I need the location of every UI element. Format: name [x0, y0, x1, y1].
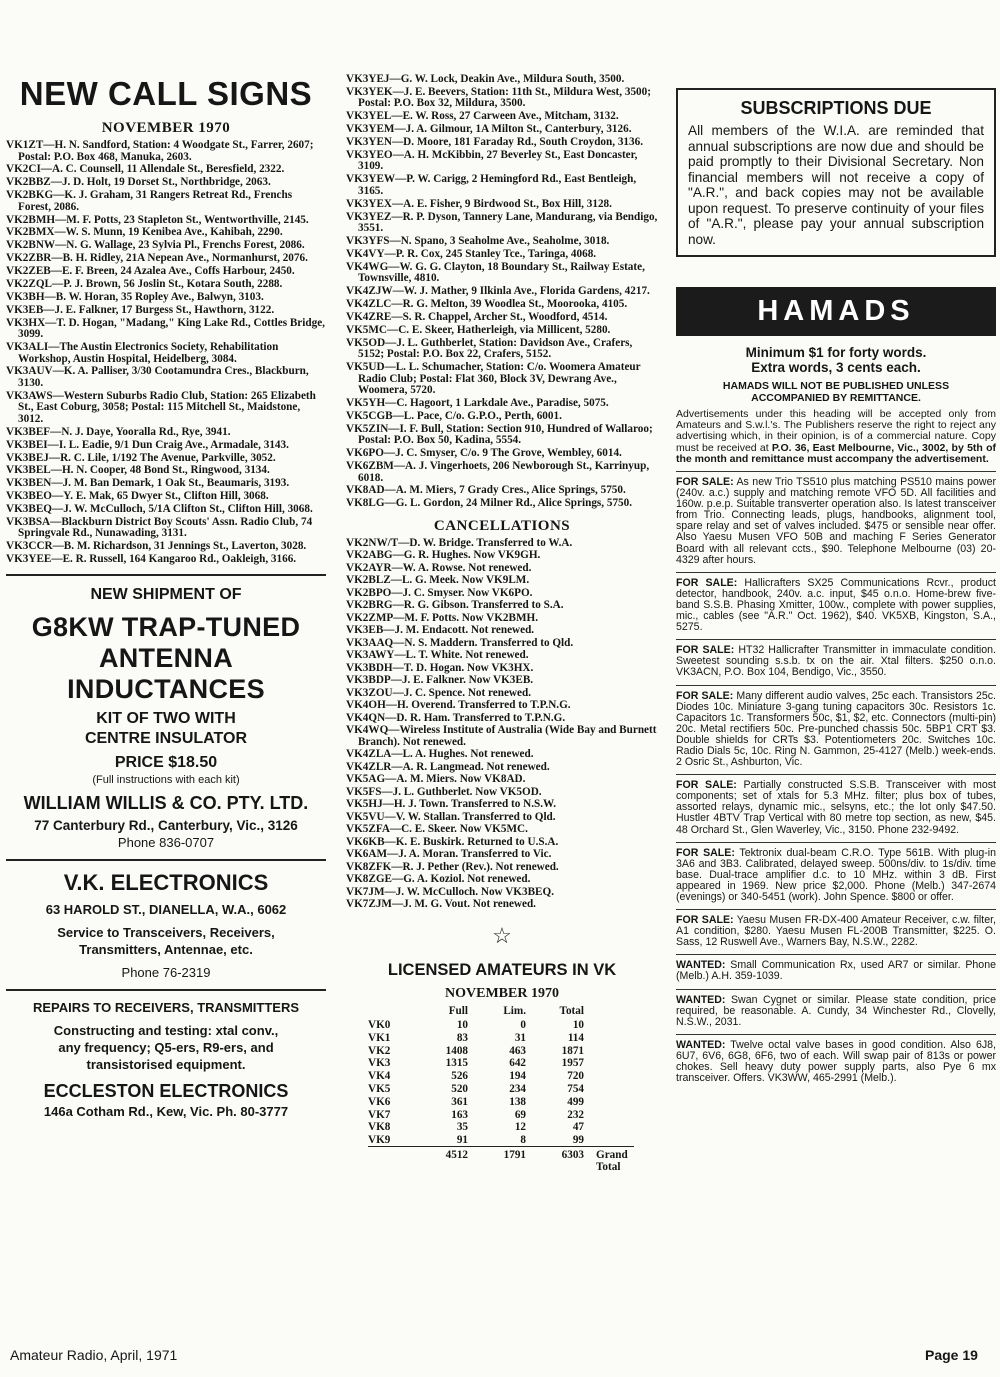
licensed-amateurs-title: LICENSED AMATEURS IN VK	[387, 960, 617, 979]
call-sign-entry: VK3YEX—A. E. Fisher, 9 Birdwood St., Box Hill, 3128.	[346, 197, 612, 210]
ecc-address: 146a Cotham Rd., Kew, Vic. Ph. 80-3777	[43, 1103, 289, 1119]
header-cell	[368, 1004, 416, 1019]
left-column	[6, 70, 326, 1330]
ad-product-line-2: ANTENNA INDUCTANCES	[67, 642, 265, 704]
cancellation-entry: VK8ZFK—R. J. Pether (Rev.). Not renewed.	[346, 860, 559, 873]
divider	[676, 842, 996, 843]
classified-ad-text: Small Communication Rx, used AR7 or similar. Phone (Melb.) A.H. 359-1039.	[676, 959, 996, 983]
call-sign-entry: VK3BEO—Y. E. Mak, 65 Dwyer St., Clifton Hill, 3068.	[6, 490, 269, 503]
classified-ad-type: FOR SALE:	[676, 779, 737, 792]
call-sign-entry: VK5OD—J. L. Guthberlet, Station: Davidson Ave., Crafers, 5152; Postal: P.O. Box 22, Crafers, 5152.	[346, 336, 633, 361]
ad-phone: Phone 836-0707	[117, 834, 215, 850]
cancellation-entry: VK5FS—J. L. Guthberlet. Now VK5OD.	[346, 785, 542, 798]
table-row	[368, 1108, 634, 1121]
call-sign-entry: VK3HX—T. D. Hogan, "Madang," King Lake Rd., Cottles Bridge, 3099.	[6, 316, 325, 341]
hamads-warning-2: ACCOMPANIED BY REMITTANCE.	[751, 392, 921, 404]
call-sign-entry: VK6PO—J. C. Smyser, C/o. 9 The Grove, Wembley, 6014.	[346, 447, 622, 460]
classified-ad-text: Swan Cygnet or similar. Please state condition, price required, be reasonable. A. Cundy, 34 Winchester Rd., Clovelly, N.S.W., 2031.	[676, 993, 996, 1028]
vk-electronics-advert	[6, 869, 326, 981]
divider	[676, 909, 996, 910]
call-sign-entry: VK5YH—C. Hagoort, 1 Larkdale Ave., Paradise, 5075.	[346, 397, 609, 410]
subscriptions-title: SUBSCRIPTIONS DUE	[740, 98, 932, 118]
table-row	[368, 1031, 634, 1044]
call-sign-entry: VK4VY—P. R. Cox, 245 Stanley Tce., Taringa, 4068.	[346, 247, 597, 260]
licensed-amateurs-month: NOVEMBER 1970	[445, 985, 559, 1001]
divider	[676, 639, 996, 640]
classified-ad	[676, 915, 996, 948]
divider	[676, 774, 996, 775]
star-icon: ☆	[492, 922, 512, 948]
cancellation-entry: VK3AWY—L. T. White. Not renewed.	[346, 649, 529, 662]
hamads-rate-1: Minimum $1 for forty words.	[745, 345, 927, 360]
value-cell: 0	[520, 1019, 526, 1032]
cancellation-entry: VK5ZFA—C. E. Skeer. Now VK5MC.	[346, 823, 528, 836]
ad-company: WILLIAM WILLIS & CO. PTY. LTD.	[23, 792, 309, 813]
cancellation-entry: VK4ZLR—A. R. Langmead. Not renewed.	[346, 760, 550, 773]
totals-row	[368, 1147, 634, 1162]
table-row	[368, 1070, 634, 1083]
call-sign-entry: VK8AD—A. M. Miers, 7 Grady Cres., Alice Springs, 5750.	[346, 484, 626, 497]
call-sign-entry: VK3YEO—A. H. McKibbin, 27 Beverley St., East Doncaster, 3109.	[346, 148, 638, 173]
value-cell: 1408	[445, 1044, 468, 1057]
value-cell: 463	[509, 1044, 526, 1057]
total-cell: 4512	[416, 1147, 474, 1162]
ecc-line-4: transistorised equipment.	[86, 1056, 246, 1072]
divider	[676, 1034, 996, 1035]
value-cell: 8	[520, 1133, 526, 1146]
grand-total-label: Grand	[590, 1147, 634, 1162]
cancellation-entry: VK3ZOU—J. C. Spence. Not renewed.	[346, 686, 531, 699]
band-cell: VK2	[368, 1044, 391, 1057]
hamads-conditions-b: P.O. 36, East Melbourne, Vic., 3002, by 5th of the month and remittance must accompany the advertisement.	[676, 441, 996, 465]
ad-product-line-1: G8KW TRAP-TUNED	[31, 611, 301, 642]
ecc-headline: REPAIRS TO RECEIVERS, TRANSMITTERS	[32, 999, 300, 1015]
classified-ad-text: HT32 Hallicrafter Transmitter in immaculate condition. Sweetest sounding s.s.b. tx on the air. Xtal filters. $250 o.n.o. VK3ACN, P.O. Box 104, Bendigo, Vic., 3550.	[676, 644, 996, 679]
g8kw-advert	[6, 584, 326, 851]
call-sign-entry: VK3YEZ—R. P. Dyson, Tannery Lane, Mandurang, via Bendigo, 3551.	[346, 210, 658, 235]
value-cell: 499	[567, 1095, 584, 1108]
call-sign-entry: VK2ZEB—E. F. Breen, 24 Azalea Ave., Coffs Harbour, 2450.	[6, 265, 295, 278]
value-cell: 114	[567, 1031, 584, 1044]
table-header-row	[368, 1004, 634, 1019]
right-column	[676, 80, 996, 1330]
divider	[676, 954, 996, 955]
call-sign-entry: VK3EB—J. E. Falkner, 17 Burgess St., Hawthorn, 3122.	[6, 303, 275, 316]
cancellation-entry: VK4ZLA—L. A. Hughes. Not renewed.	[346, 748, 534, 761]
vk-address: 63 HAROLD ST., DIANELLA, W.A., 6062	[45, 901, 287, 917]
call-sign-entry: VK3YEN—D. Moore, 181 Faraday Rd., South Croydon, 3136.	[346, 136, 644, 149]
call-sign-entry: VK3BEF—N. J. Daye, Yooralla Rd., Rye, 3941.	[6, 425, 231, 438]
call-sign-entry: VK4ZJW—W. J. Mather, 9 Ilkinla Ave., Florida Gardens, 4217.	[346, 285, 650, 298]
table-row	[368, 1134, 634, 1147]
call-sign-entry: VK3YFS—N. Spano, 3 Seaholme Ave., Seaholme, 3018.	[346, 235, 610, 248]
call-sign-entry: VK4ZLC—R. G. Melton, 39 Woodlea St., Moorooka, 4105.	[346, 298, 628, 311]
licensed-amateurs-table	[368, 1004, 634, 1174]
classified-ad	[676, 477, 996, 566]
cancellation-entry: VK8ZGE—G. A. Koziol. Not renewed.	[346, 873, 531, 886]
band-cell: VK4	[368, 1070, 391, 1083]
band-cell: VK7	[368, 1108, 391, 1121]
classified-ad-text: As new Trio TS510 plus matching PS510 mains power (240v. a.c.) supply and matching remote VFO 5D. All facilities and 160w. p.e.p. Suitable transverter operation also. Is latest transceiver from Trio. Connecting leads, plugs, handbooks, alignment tool, spare relay and set of valves included. $475 or sensible near offer. Also Yaesu Musen VFO 50B and maching F Series Generator Board with all relevant ccts., $90. Telephone Melbourne (03) 20-4329 after hours.	[676, 476, 996, 566]
divider	[6, 859, 326, 861]
classified-ad-type: FOR SALE:	[676, 644, 735, 657]
value-cell: 91	[456, 1133, 468, 1146]
value-cell: 232	[567, 1108, 584, 1121]
classified-ad-type: WANTED:	[676, 959, 726, 972]
subscriptions-box	[676, 88, 996, 257]
classified-ad	[676, 960, 996, 982]
band-cell: VK5	[368, 1083, 391, 1095]
ad-note: (Full instructions with each kit)	[92, 773, 240, 786]
cancellation-entry: VK7ZJM—J. M. G. Vout. Not renewed.	[346, 898, 536, 911]
cancellation-entry: VK4OH—H. Overend. Transferred to T.P.N.G.	[346, 699, 571, 712]
band-cell: VK1	[368, 1031, 391, 1044]
band-cell: VK8	[368, 1121, 391, 1134]
vk-service-1: Service to Transceivers, Receivers,	[57, 924, 275, 940]
cancellation-entry: VK3BDP—J. E. Falkner. Now VK3EB.	[346, 674, 534, 687]
totals-label-row	[368, 1161, 634, 1174]
call-sign-entry: VK3AWS—Western Suburbs Radio Club, Station: 265 Elizabeth St., East Coburg, 3058; Postal: 115 Mitchell St., Maidstone, 3012.	[6, 389, 316, 425]
cancellation-entry: VK5HJ—H. J. Town. Transferred to N.S.W.	[346, 798, 556, 811]
cancellation-entry: VK6AM—J. A. Moran. Transferred to Vic.	[346, 848, 552, 861]
cancellation-entry: VK3BDH—T. D. Hogan. Now VK3HX.	[346, 661, 534, 674]
hamads-warning-1: HAMADS WILL NOT BE PUBLISHED UNLESS	[722, 380, 950, 392]
call-sign-entry: VK3BEJ—R. C. Lile, 1/192 The Avenue, Parkville, 3052.	[6, 451, 276, 464]
call-sign-entry: VK8LG—G. L. Gordon, 24 Milner Rd., Alice Springs, 5750.	[346, 497, 633, 510]
divider	[676, 471, 996, 472]
classified-ad-type: WANTED:	[676, 1038, 726, 1051]
value-cell: 163	[451, 1108, 468, 1121]
ad-kit-line-1: KIT OF TWO WITH	[96, 709, 236, 727]
cancellation-entry: VK2NW/T—D. W. Bridge. Transferred to W.A.	[346, 536, 573, 549]
value-cell: 10	[456, 1019, 468, 1032]
call-sign-entry: VK2BMX—W. S. Munn, 19 Kenibea Ave., Kahibah, 2290.	[6, 226, 283, 239]
call-sign-entry: VK2CI—A. C. Counsell, 11 Allendale St., Beresfield, 2322.	[6, 163, 285, 176]
classified-ad	[676, 691, 996, 769]
table-row	[368, 1057, 634, 1070]
value-cell: 361	[451, 1095, 468, 1108]
value-cell: 99	[572, 1133, 584, 1146]
divider	[6, 989, 326, 991]
call-sign-entry: VK3CCR—B. M. Richardson, 31 Jennings St., Laverton, 3028.	[6, 540, 307, 553]
divider	[676, 572, 996, 573]
value-cell: 520	[451, 1083, 468, 1095]
value-cell: 194	[509, 1070, 526, 1083]
value-cell: 69	[514, 1108, 526, 1121]
cancellation-entry: VK2ABG—G. R. Hughes. Now VK9GH.	[346, 549, 541, 562]
call-sign-entry: VK2BNW—N. G. Wallage, 23 Sylvia Pl., Frenchs Forest, 2086.	[6, 239, 305, 252]
call-sign-entry: VK2BMH—M. F. Potts, 23 Stapleton St., Wentworthville, 2145.	[6, 213, 309, 226]
middle-column	[346, 74, 658, 1334]
call-sign-list-part-2	[346, 74, 658, 510]
call-sign-entry: VK4WG—W. G. G. Clayton, 18 Boundary St., Railway Estate, Townsville, 4810.	[346, 260, 645, 285]
call-sign-entry: VK3YEK—J. E. Beevers, Station: 11th St., Mildura West, 3500; Postal: P.O. Box 32, Mildura, 3500.	[346, 85, 651, 110]
call-sign-entry: VK5UD—L. L. Schumacher, Station: C/o. Woomera Amateur Radio Club; Postal: Flat 360, Block 3V, Dewrang Ave., Woomera, 5720.	[346, 361, 641, 397]
subscriptions-body: All members of the W.I.A. are reminded that annual subscriptions are now due and should be paid promptly to their Divisional Secretary. Non financial members will not receive a copy of "A.R.", and back copies may not be available upon request. To preserve continuity of your files of "A.R.", please pay your annual subscription now.	[688, 123, 984, 247]
classified-ad-type: FOR SALE:	[676, 846, 735, 859]
table-row	[368, 1019, 634, 1032]
total-cell: 6303	[532, 1147, 590, 1162]
value-cell: 1957	[561, 1057, 584, 1070]
cancellation-entry: VK6KB—K. E. Buskirk. Returned to U.S.A.	[346, 835, 559, 848]
divider	[676, 989, 996, 990]
call-sign-entry: VK3BEL—H. N. Cooper, 48 Bond St., Ringwood, 3134.	[6, 464, 270, 477]
call-sign-entry: VK3YEL—E. W. Ross, 27 Carween Ave., Mitcham, 3132.	[346, 110, 619, 123]
band-cell: VK6	[368, 1095, 391, 1108]
hamads-title: HAMADS	[676, 287, 996, 336]
footer-publication: Amateur Radio, April, 1971	[10, 1347, 178, 1363]
value-cell: 83	[456, 1031, 468, 1044]
classified-ad-text: Yaesu Musen FR-DX-400 Amateur Receiver, c.w. filter, A1 condition, $280. Yaesu Musen FL-200B Transmitter, $225. O. Sass, 12 Ruswell Ave., Warners Bay, N.S.W., 2282.	[676, 914, 996, 949]
cancellation-entry: VK2BPO—J. C. Smyser. Now VK6PO.	[346, 586, 533, 599]
value-cell: 31	[514, 1031, 526, 1044]
call-sign-entry: VK2ZQL—P. J. Brown, 56 Joslin St., Kotara South, 2288.	[6, 278, 283, 291]
classified-ad	[676, 578, 996, 633]
vk-phone: Phone 76-2319	[121, 964, 211, 980]
cancellation-entry: VK3AAQ—N. S. Maddern. Transferred to Qld.	[346, 636, 574, 649]
vk-name: V.K. ELECTRONICS	[63, 869, 269, 895]
classified-ad-type: FOR SALE:	[676, 476, 734, 489]
cancellation-entry: VK7JM—J. W. McCulloch. Now VK3BEQ.	[346, 885, 555, 898]
value-cell: 754	[567, 1083, 584, 1095]
cancellation-entry: VK5VU—V. W. Stallan. Transferred to Qld.	[346, 810, 556, 823]
value-cell: 138	[509, 1095, 526, 1108]
header-cell: Total	[559, 1005, 584, 1018]
divider	[6, 574, 326, 576]
new-call-signs-month: NOVEMBER 1970	[101, 120, 231, 136]
value-cell: 47	[572, 1121, 584, 1134]
cancellation-entry: VK2ZMP—M. F. Potts. Now VK2BMH.	[346, 611, 539, 624]
call-sign-entry: VK3BH—B. W. Horan, 35 Ropley Ave., Balwyn, 3103.	[6, 290, 264, 303]
call-sign-entry: VK2BBZ—J. D. Holt, 19 Dorset St., Northbridge, 2063.	[6, 176, 271, 189]
classified-ad	[676, 1040, 996, 1084]
ad-price: PRICE $18.50	[114, 753, 218, 771]
cancellation-entry: VK5AG—A. M. Miers. Now VK8AD.	[346, 773, 526, 786]
value-cell: 526	[451, 1070, 468, 1083]
call-sign-entry: VK3ALI—The Austin Electronics Society, Rehabilitation Workshop, Austin Hospital, Heidelberg, 3084.	[6, 341, 279, 365]
value-cell: 720	[567, 1070, 584, 1083]
cancellation-entry: VK2BRG—R. G. Gibson. Transferred to S.A.	[346, 599, 564, 612]
hamads-rate-2: Extra words, 3 cents each.	[751, 360, 921, 375]
call-sign-entry: VK3BEQ—J. W. McCulloch, 5/1A Clifton St., Clifton Hill, 3068.	[6, 503, 313, 516]
classified-ad-type: FOR SALE:	[676, 576, 738, 589]
ad-headline: NEW SHIPMENT OF	[90, 585, 242, 603]
band-cell: VK9	[368, 1133, 391, 1146]
call-sign-entry: VK3YEE—E. R. Russell, 164 Kangaroo Rd., Oakleigh, 3166.	[6, 553, 297, 566]
footer-page-number: Page 19	[925, 1347, 978, 1363]
cancellation-entry: VK2AYR—W. A. Rowse. Not renewed.	[346, 561, 532, 574]
eccleston-advert	[6, 999, 326, 1120]
cancellation-entry: VK4QN—D. R. Ham. Transferred to T.P.N.G.	[346, 711, 566, 724]
classified-ad-text: Tektronix dual-beam C.R.O. Type 561B. With plug-in 3A6 and 3B3. Calibrated, delayed sweep. 500ns/div. to 1s/div. time base. Dual-trace amplifier d.c. to 10 MHz. within 3 dB. First appeared in 1969. New price $2,000. Phone (Melb.) 347-2674 (evenings) or 340-5451 (work). John Spence. $800 or offer.	[676, 846, 996, 904]
call-sign-entry: VK5ZIN—I. F. Bull, Station: Section 910, Hundred of Wallaroo; Postal: P.O. Box 50, Kadina, 5554.	[346, 422, 653, 447]
table-row	[368, 1095, 634, 1108]
value-cell: 35	[456, 1121, 468, 1134]
call-sign-entry: VK1ZT—H. N. Sandford, Station: 4 Woodgate St., Farrer, 2607; Postal: P.O. Box 468, Manuka, 2603.	[6, 139, 314, 163]
total-cell: 1791	[474, 1147, 532, 1162]
classified-ad	[676, 995, 996, 1028]
divider	[676, 685, 996, 686]
classified-ad-type: FOR SALE:	[676, 914, 734, 927]
cancellation-entry: VK2BLZ—L. G. Meek. Now VK9LM.	[346, 574, 530, 587]
cancellations-list	[346, 538, 658, 911]
hamads-conditions-a: Advertisements under this heading will be accepted only from Amateurs and S.w.l.'s. The Publishers reserve the right to reject any advertising which, in their opinion, is of a commercial nature. Copy must be received at	[676, 408, 996, 454]
band-cell: VK3	[368, 1057, 391, 1070]
cancellation-entry: VK4WQ—Wireless Institute of Australia (Wide Bay and Burnett Branch). Not renewed.	[346, 724, 657, 748]
classified-ad	[676, 848, 996, 903]
call-sign-entry: VK2ZBR—B. H. Ridley, 21A Nepean Ave., Normanhurst, 2076.	[6, 252, 308, 265]
value-cell: 10	[572, 1019, 584, 1032]
cancellations-title: CANCELLATIONS	[433, 517, 571, 534]
call-sign-entry: VK2BKG—K. J. Graham, 31 Rangers Retreat Rd., Frenchs Forest, 2086.	[6, 189, 293, 213]
ecc-line-2: Constructing and testing: xtal conv.,	[53, 1022, 279, 1038]
call-sign-entry: VK3YEW—P. W. Carigg, 2 Hemingford Rd., East Bentleigh, 3165.	[346, 173, 637, 197]
value-cell: 1315	[445, 1057, 468, 1070]
value-cell: 1871	[561, 1044, 584, 1057]
classified-ad	[676, 645, 996, 678]
ad-address: 77 Canterbury Rd., Canterbury, Vic., 3126	[34, 817, 298, 833]
classified-ad-text: Partially constructed S.S.B. Transceiver with most components; set of xtals for 5.3 MHz. filter; plus box of tubes, assorted relays, dynamic mic., selsyns, etc.; the lot only $47.50. Hustler 4BTV Trap Vertical with 80 metre top section, as new, $45. 48 Orchard St., Glen Waverley, Vic., 3150. Phone 232-9492.	[676, 779, 996, 836]
grand-total-label-2: Total	[596, 1161, 621, 1174]
hamads-conditions	[676, 409, 996, 465]
call-sign-entry: VK4ZRE—S. R. Chappel, Archer St., Woodford, 4514.	[346, 310, 608, 323]
call-sign-entry: VK5MC—C. E. Skeer, Hatherleigh, via Millicent, 5280.	[346, 323, 611, 336]
header-cell: Lim.	[503, 1005, 526, 1018]
ecc-line-3: any frequency; Q5-ers, R9-ers, and	[58, 1039, 274, 1055]
value-cell: 12	[514, 1121, 526, 1134]
hamads-list	[676, 471, 996, 1084]
table-row	[368, 1044, 634, 1057]
call-sign-entry: VK3AUV—K. A. Palliser, 3/30 Cootamundra Cres., Blackburn, 3130.	[6, 365, 309, 389]
call-sign-entry: VK3BSA—Blackburn District Boy Scouts' Assn. Radio Club, 74 Springvale Rd., Nunawading, 3131.	[6, 515, 313, 540]
call-sign-list-part-1	[6, 140, 326, 566]
classified-ad-text: Many different audio valves, 25c each. Transistors 25c. Diodes 10c. Miniature 3-gang tuning capacitors 30c. Resistors 1c. Capacitors 1c. Transformers 50c, $1, $2, etc. Connectors (multi-pin) 20c. Metal rectifiers 50c. Pre-punched chassis 50c. 5BP1 CRT $3. Double shields for CRTs $3. Potentiometers 20c. Switches 10c. Radio Dials 5c, 10c. Ring N. Gammon, 25-4127 (Melb.) week-ends. 2 Osric St., Ashburton, Vic.	[676, 689, 996, 769]
classified-ad-type: FOR SALE:	[676, 689, 734, 702]
cancellation-entry: VK3EB—J. M. Endacott. Not renewed.	[346, 624, 535, 637]
call-sign-entry: VK3YEJ—G. W. Lock, Deakin Ave., Mildura South, 3500.	[346, 74, 625, 85]
value-cell: 234	[509, 1083, 526, 1095]
classified-ad-type: WANTED:	[676, 993, 726, 1006]
call-sign-entry: VK3YEM—J. A. Gilmour, 1A Milton St., Canterbury, 3126.	[346, 123, 632, 136]
value-cell: 642	[509, 1057, 526, 1070]
classified-ad	[676, 780, 996, 835]
new-call-signs-title: NEW CALL SIGNS	[19, 75, 313, 112]
classified-ad-text: Twelve octal valve bases in good condition. Also 6J8, 6U7, 6V6, 6G8, 6F6, two of each. Will swap pair of 813s or power chokes. Sell heavy duty power supply parts, also Pye 6 mx transceiver. Offers. VK3WW, 465-2991 (Melb.).	[676, 1038, 996, 1085]
ecc-name: ECCLESTON ELECTRONICS	[43, 1080, 289, 1101]
call-sign-entry: VK5CGB—L. Pace, C/o. G.P.O., Perth, 6001.	[346, 409, 562, 422]
table-row	[368, 1121, 634, 1134]
table-row	[368, 1083, 634, 1096]
ad-kit-line-2: CENTRE INSULATOR	[84, 729, 248, 747]
call-sign-entry: VK6ZBM—A. J. Vingerhoets, 206 Newborough St., Karrinyup, 6018.	[346, 460, 650, 484]
vk-service-2: Transmitters, Antennae, etc.	[79, 941, 253, 957]
classified-ad-text: Hallicrafters SX25 Communications Rcvr., product detector, handbook, 240v. a.c. input, $45 o.n.o. Home-brew five-band S.S.B. Phasing Xmitter, 100w., complete with power supplies, mic., cables (see "A.R." Oct. 1962), $40. VK5XB, Kingston, S.A., 5275.	[676, 576, 996, 634]
call-sign-entry: VK3BEN—J. M. Ban Demark, 1 Oak St., Beaumaris, 3193.	[6, 477, 290, 490]
call-sign-entry: VK3BEI—I. L. Eadie, 9/1 Dun Craig Ave., Armadale, 3143.	[6, 438, 289, 451]
band-cell: VK0	[368, 1019, 391, 1032]
header-cell: Full	[448, 1005, 468, 1018]
